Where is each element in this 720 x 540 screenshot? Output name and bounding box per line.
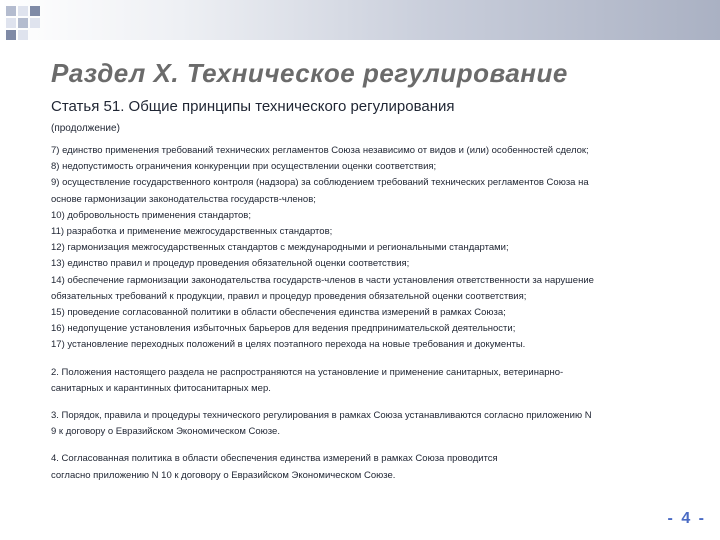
list-item: 10) добровольность применения стандартов; bbox=[51, 209, 251, 221]
deco-square bbox=[6, 18, 16, 28]
list-item: обязательных требований к продукции, правил и процедур проведения обязательной оценки соответствия; bbox=[51, 290, 527, 302]
continuation-label: (продолжение) bbox=[51, 123, 120, 134]
list-item: 8) недопустимость ограничения конкуренции при осуществлении оценки соответствия; bbox=[51, 161, 437, 173]
deco-square bbox=[30, 18, 40, 28]
slide-body bbox=[51, 143, 691, 484]
deco-square bbox=[18, 30, 28, 40]
paragraph-4-line: согласно приложению N 10 к договору о Евразийском Экономическом Союзе. bbox=[51, 469, 396, 481]
list-item: основе гармонизации законодательства государств-членов; bbox=[51, 193, 316, 205]
paragraph-2-line: 2. Положения настоящего раздела не распространяются на установление и применение санитарных, ветеринарно- bbox=[51, 366, 564, 378]
slide-title: Раздел X. Техническое регулирование bbox=[51, 58, 568, 88]
deco-square bbox=[6, 6, 16, 16]
paragraph-3-line: 9 к договору о Евразийском Экономическом Союзе. bbox=[51, 426, 280, 438]
paragraph-3-line: 3. Порядок, правила и процедуры технического регулирования в рамках Союза устанавливаются согласно приложению N bbox=[51, 410, 592, 422]
list-item: 14) обеспечение гармонизации законодательства государств-членов в части установления ответственности за нарушение bbox=[51, 274, 594, 286]
list-item: 11) разработка и применение межгосударственных стандартов; bbox=[51, 226, 333, 238]
list-item: 12) гармонизация межгосударственных стандартов с международными и региональными стандартами; bbox=[51, 242, 509, 254]
list-item: 13) единство правил и процедур проведения обязательной оценки соответствия; bbox=[51, 258, 410, 270]
deco-square bbox=[30, 6, 40, 16]
list-item: 9) осуществление государственного контроля (надзора) за соблюдением требований технических регламентов Союза на bbox=[51, 177, 589, 189]
list-item: 7) единство применения требований технических регламентов Союза независимо от видов и (или) особенностей сделок; bbox=[51, 145, 589, 156]
deco-square bbox=[18, 6, 28, 16]
slide-subtitle: Статья 51. Общие принципы технического регулирования bbox=[51, 98, 455, 115]
list-item: 16) недопущение установления избыточных барьеров для ведения предпринимательской деятельности; bbox=[51, 323, 516, 335]
list-item: 15) проведение согласованной политики в области обеспечения единства измерений в рамках Союза; bbox=[51, 307, 506, 319]
page-number: - 4 - bbox=[667, 510, 706, 527]
paragraph-4-line: 4. Согласованная политика в области обеспечения единства измерений в рамках Союза проводится bbox=[51, 453, 498, 465]
list-item: 17) установление переходных положений в целях поэтапного перехода на новые требования и документы. bbox=[51, 339, 526, 351]
paragraph-2-line: санитарных и карантинных фитосанитарных мер. bbox=[51, 382, 271, 394]
deco-square bbox=[18, 18, 28, 28]
header-band bbox=[0, 0, 720, 40]
deco-square bbox=[6, 30, 16, 40]
